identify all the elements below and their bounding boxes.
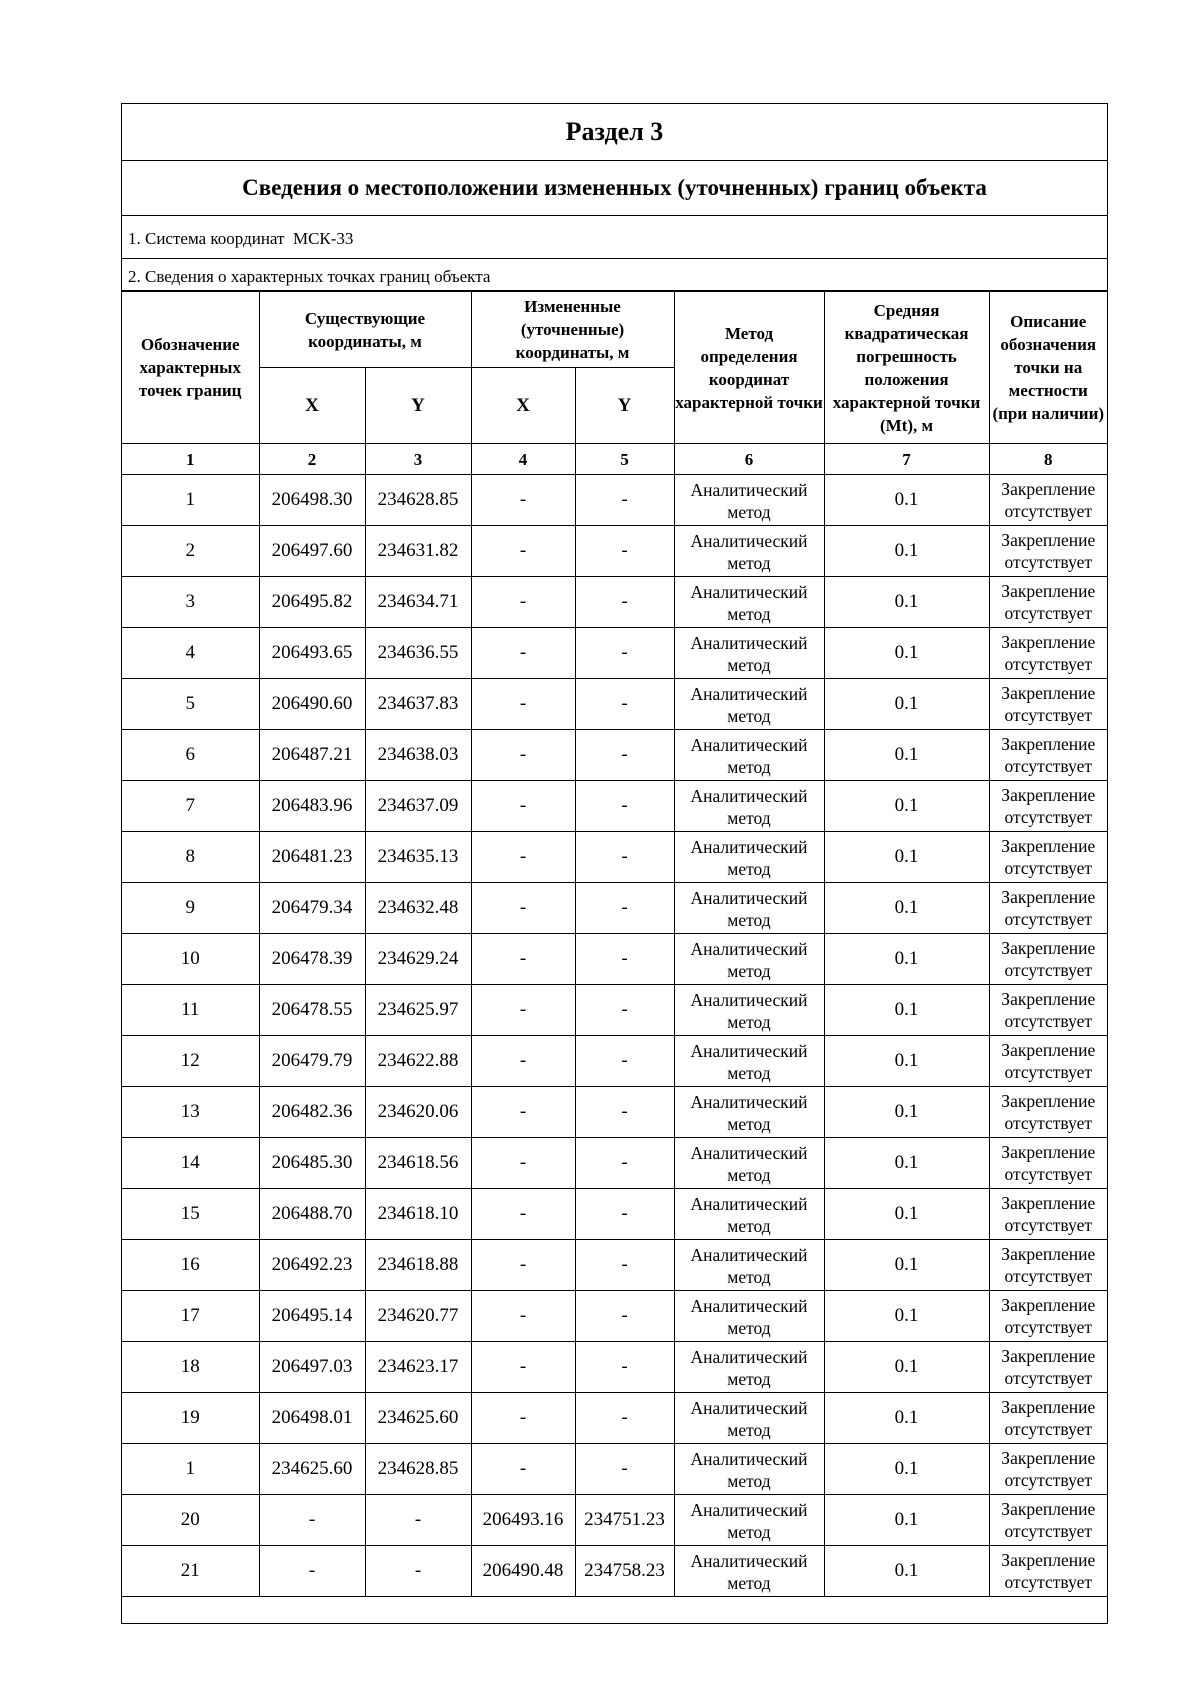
existing-y-cell: 234625.97 [365,985,471,1036]
point-designation-cell: 17 [122,1291,259,1342]
point-designation-cell: 3 [122,577,259,628]
changed-y-cell: - [575,628,674,679]
existing-x-cell: 206479.79 [259,1036,365,1087]
existing-y-cell: 234637.83 [365,679,471,730]
existing-y-cell: 234622.88 [365,1036,471,1087]
point-designation-cell: 4 [122,628,259,679]
description-cell: Закрепление отсутствует [989,934,1107,985]
error-cell: 0.1 [824,526,989,577]
description-cell: Закрепление отсутствует [989,1189,1107,1240]
description-cell: Закрепление отсутствует [989,832,1107,883]
changed-y-cell: - [575,934,674,985]
method-cell: Аналитический метод [674,883,824,934]
method-cell: Аналитический метод [674,679,824,730]
error-cell: 0.1 [824,934,989,985]
existing-x-cell: 206497.03 [259,1342,365,1393]
column-number: 6 [674,444,824,475]
changed-y-cell: - [575,730,674,781]
points-table [122,291,1107,1597]
description-cell: Закрепление отсутствует [989,628,1107,679]
description-cell: Закрепление отсутствует [989,577,1107,628]
changed-x-cell: - [471,730,575,781]
coordinate-system-value: МСК-33 [292,229,354,248]
existing-y-cell: 234632.48 [365,883,471,934]
table-footer-row [122,1597,1107,1623]
changed-y-cell: - [575,475,674,526]
method-cell: Аналитический метод [674,1546,824,1597]
description-cell: Закрепление отсутствует [989,883,1107,934]
existing-y-cell: 234638.03 [365,730,471,781]
changed-y-cell: - [575,1393,674,1444]
changed-y-cell: - [575,1036,674,1087]
changed-y-cell: - [575,1342,674,1393]
existing-y-cell: 234636.55 [365,628,471,679]
error-cell: 0.1 [824,832,989,883]
description-cell: Закрепление отсутствует [989,1240,1107,1291]
error-cell: 0.1 [824,730,989,781]
error-cell: 0.1 [824,577,989,628]
changed-y-cell: - [575,1189,674,1240]
document-page [121,103,1108,1624]
changed-y-cell: - [575,781,674,832]
changed-y-cell: - [575,1291,674,1342]
existing-x-cell: 206478.55 [259,985,365,1036]
changed-y-cell: - [575,883,674,934]
existing-y-cell: 234631.82 [365,526,471,577]
point-designation-cell: 11 [122,985,259,1036]
description-cell: Закрепление отсутствует [989,679,1107,730]
existing-x-cell: 206481.23 [259,832,365,883]
description-cell: Закрепление отсутствует [989,730,1107,781]
method-cell: Аналитический метод [674,526,824,577]
coordinate-system-label: 1. Система координат [128,229,285,248]
existing-y-cell: 234625.60 [365,1393,471,1444]
error-cell: 0.1 [824,883,989,934]
point-designation-cell: 21 [122,1546,259,1597]
method-cell: Аналитический метод [674,1087,824,1138]
changed-y-cell: - [575,832,674,883]
changed-x-cell: - [471,883,575,934]
header-existing-y: Y [365,368,471,444]
changed-y-cell: - [575,577,674,628]
changed-x-cell: - [471,628,575,679]
existing-y-cell: 234618.10 [365,1189,471,1240]
method-cell: Аналитический метод [674,1495,824,1546]
method-cell: Аналитический метод [674,1393,824,1444]
description-cell: Закрепление отсутствует [989,1036,1107,1087]
header-existing-coordinates: Существующие координаты, м [259,292,471,368]
changed-x-cell: - [471,1189,575,1240]
header-changed-x: X [471,368,575,444]
changed-y-cell: 234751.23 [575,1495,674,1546]
existing-y-cell: 234620.77 [365,1291,471,1342]
changed-y-cell: 234758.23 [575,1546,674,1597]
table-row [122,1036,1107,1087]
table-row [122,1444,1107,1495]
existing-x-cell: 206488.70 [259,1189,365,1240]
existing-x-cell: - [259,1495,365,1546]
description-cell: Закрепление отсутствует [989,1546,1107,1597]
method-cell: Аналитический метод [674,730,824,781]
column-number: 7 [824,444,989,475]
coordinate-system-line [122,216,1107,259]
point-designation-cell: 10 [122,934,259,985]
description-cell: Закрепление отсутствует [989,1291,1107,1342]
error-cell: 0.1 [824,1087,989,1138]
changed-y-cell: - [575,1444,674,1495]
document-subtitle: Сведения о местоположении измененных (уточненных) границ объекта [122,161,1107,216]
table-row [122,475,1107,526]
point-designation-cell: 6 [122,730,259,781]
changed-x-cell: - [471,679,575,730]
error-cell: 0.1 [824,1138,989,1189]
table-row [122,1291,1107,1342]
point-designation-cell: 5 [122,679,259,730]
error-cell: 0.1 [824,781,989,832]
changed-y-cell: - [575,1087,674,1138]
description-cell: Закрепление отсутствует [989,1444,1107,1495]
method-cell: Аналитический метод [674,1138,824,1189]
point-designation-cell: 7 [122,781,259,832]
changed-x-cell: - [471,1087,575,1138]
changed-x-cell: - [471,1342,575,1393]
existing-x-cell: 206493.65 [259,628,365,679]
error-cell: 0.1 [824,679,989,730]
description-cell: Закрепление отсутствует [989,1342,1107,1393]
existing-y-cell: 234623.17 [365,1342,471,1393]
changed-x-cell: 206490.48 [471,1546,575,1597]
table-row [122,832,1107,883]
table-row [122,526,1107,577]
header-changed-coordinates: Измененные (уточненные) координаты, м [471,292,674,368]
table-row [122,628,1107,679]
changed-x-cell: - [471,1240,575,1291]
table-row [122,883,1107,934]
error-cell: 0.1 [824,1495,989,1546]
error-cell: 0.1 [824,1444,989,1495]
existing-y-cell: - [365,1546,471,1597]
table-row [122,1189,1107,1240]
changed-x-cell: - [471,934,575,985]
points-heading: 2. Сведения о характерных точках границ объекта [122,259,1107,291]
table-row [122,1240,1107,1291]
changed-x-cell: - [471,1291,575,1342]
table-row [122,985,1107,1036]
error-cell: 0.1 [824,1291,989,1342]
description-cell: Закрепление отсутствует [989,1138,1107,1189]
column-number: 2 [259,444,365,475]
error-cell: 0.1 [824,1546,989,1597]
column-number: 4 [471,444,575,475]
table-row [122,781,1107,832]
existing-x-cell: 206497.60 [259,526,365,577]
existing-x-cell: 206482.36 [259,1087,365,1138]
section-title: Раздел 3 [122,104,1107,161]
existing-x-cell: 206485.30 [259,1138,365,1189]
existing-y-cell: 234634.71 [365,577,471,628]
column-number: 3 [365,444,471,475]
description-cell: Закрепление отсутствует [989,1495,1107,1546]
method-cell: Аналитический метод [674,577,824,628]
changed-x-cell: - [471,1444,575,1495]
method-cell: Аналитический метод [674,628,824,679]
changed-y-cell: - [575,1138,674,1189]
existing-y-cell: 234635.13 [365,832,471,883]
changed-x-cell: - [471,1036,575,1087]
table-row [122,1546,1107,1597]
existing-x-cell: 206498.30 [259,475,365,526]
error-cell: 0.1 [824,1189,989,1240]
error-cell: 0.1 [824,985,989,1036]
table-row [122,934,1107,985]
table-row [122,1138,1107,1189]
existing-y-cell: - [365,1495,471,1546]
method-cell: Аналитический метод [674,781,824,832]
point-designation-cell: 15 [122,1189,259,1240]
table-row [122,1495,1107,1546]
point-designation-cell: 2 [122,526,259,577]
description-cell: Закрепление отсутствует [989,526,1107,577]
changed-y-cell: - [575,526,674,577]
method-cell: Аналитический метод [674,1240,824,1291]
existing-x-cell: 206483.96 [259,781,365,832]
header-existing-x: X [259,368,365,444]
table-row [122,1342,1107,1393]
method-cell: Аналитический метод [674,1036,824,1087]
changed-x-cell: - [471,577,575,628]
point-designation-cell: 16 [122,1240,259,1291]
changed-x-cell: - [471,475,575,526]
method-cell: Аналитический метод [674,934,824,985]
method-cell: Аналитический метод [674,1189,824,1240]
point-designation-cell: 19 [122,1393,259,1444]
existing-x-cell: 206479.34 [259,883,365,934]
header-designation: Обозначение характерных точек границ [122,292,259,444]
changed-y-cell: - [575,679,674,730]
description-cell: Закрепление отсутствует [989,1087,1107,1138]
column-number: 5 [575,444,674,475]
existing-x-cell: 206495.82 [259,577,365,628]
existing-x-cell: 206490.60 [259,679,365,730]
point-designation-cell: 14 [122,1138,259,1189]
existing-x-cell: 206498.01 [259,1393,365,1444]
existing-y-cell: 234620.06 [365,1087,471,1138]
description-cell: Закрепление отсутствует [989,1393,1107,1444]
error-cell: 0.1 [824,1036,989,1087]
existing-x-cell: 206478.39 [259,934,365,985]
existing-y-cell: 234637.09 [365,781,471,832]
point-designation-cell: 12 [122,1036,259,1087]
point-designation-cell: 1 [122,1444,259,1495]
points-table-body [122,475,1107,1597]
point-designation-cell: 8 [122,832,259,883]
changed-x-cell: - [471,985,575,1036]
header-error: Средняя квадратическая погрешность положения характерной точки (Mt), м [824,292,989,444]
method-cell: Аналитический метод [674,985,824,1036]
column-number: 1 [122,444,259,475]
existing-x-cell: 234625.60 [259,1444,365,1495]
existing-y-cell: 234618.88 [365,1240,471,1291]
changed-y-cell: - [575,985,674,1036]
method-cell: Аналитический метод [674,475,824,526]
point-designation-cell: 9 [122,883,259,934]
existing-y-cell: 234618.56 [365,1138,471,1189]
table-row [122,577,1107,628]
column-number: 8 [989,444,1107,475]
table-row [122,679,1107,730]
error-cell: 0.1 [824,1240,989,1291]
table-row [122,730,1107,781]
header-changed-y: Y [575,368,674,444]
header-method: Метод определения координат характерной точки [674,292,824,444]
error-cell: 0.1 [824,628,989,679]
existing-x-cell: - [259,1546,365,1597]
existing-y-cell: 234629.24 [365,934,471,985]
existing-x-cell: 206492.23 [259,1240,365,1291]
changed-x-cell: - [471,1138,575,1189]
description-cell: Закрепление отсутствует [989,475,1107,526]
error-cell: 0.1 [824,1393,989,1444]
changed-x-cell: - [471,781,575,832]
changed-x-cell: 206493.16 [471,1495,575,1546]
table-row [122,1087,1107,1138]
changed-x-cell: - [471,1393,575,1444]
error-cell: 0.1 [824,1342,989,1393]
existing-y-cell: 234628.85 [365,475,471,526]
changed-x-cell: - [471,526,575,577]
method-cell: Аналитический метод [674,832,824,883]
existing-y-cell: 234628.85 [365,1444,471,1495]
error-cell: 0.1 [824,475,989,526]
point-designation-cell: 1 [122,475,259,526]
point-designation-cell: 20 [122,1495,259,1546]
existing-x-cell: 206487.21 [259,730,365,781]
header-description: Описание обозначения точки на местности (при наличии) [989,292,1107,444]
method-cell: Аналитический метод [674,1342,824,1393]
existing-x-cell: 206495.14 [259,1291,365,1342]
point-designation-cell: 18 [122,1342,259,1393]
description-cell: Закрепление отсутствует [989,781,1107,832]
description-cell: Закрепление отсутствует [989,985,1107,1036]
changed-y-cell: - [575,1240,674,1291]
point-designation-cell: 13 [122,1087,259,1138]
changed-x-cell: - [471,832,575,883]
method-cell: Аналитический метод [674,1444,824,1495]
method-cell: Аналитический метод [674,1291,824,1342]
table-row [122,1393,1107,1444]
